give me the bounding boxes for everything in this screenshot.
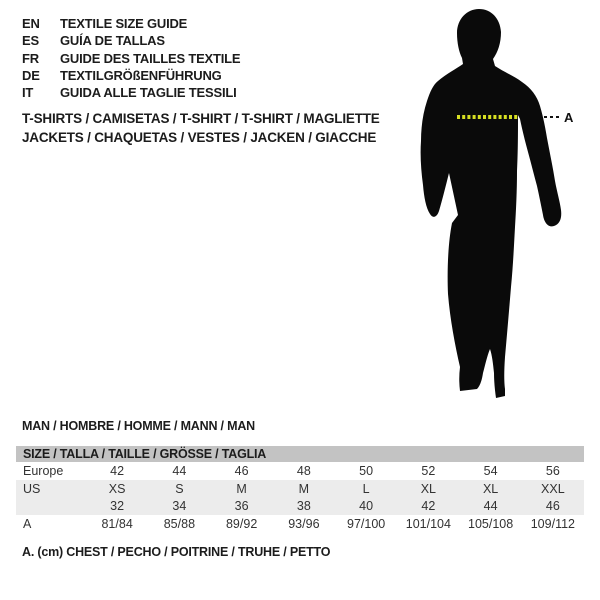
table-cell: XL	[420, 481, 437, 496]
table-cell: 46	[545, 499, 560, 514]
row-label: US	[23, 481, 41, 496]
table-cell: 32	[110, 499, 125, 514]
table-cell: 48	[296, 463, 311, 478]
category-list	[22, 110, 380, 147]
table-cell: S	[175, 481, 184, 496]
language-code: EN	[22, 16, 40, 32]
language-row	[22, 50, 240, 67]
table-cell: 101/104	[405, 516, 451, 531]
table-cell: XS	[108, 481, 126, 496]
table-cell: 36	[234, 499, 249, 514]
table-cell: 93/96	[288, 516, 320, 531]
table-cell: XXL	[541, 481, 565, 496]
language-row	[22, 15, 240, 32]
table-cell: 85/88	[163, 516, 196, 531]
table-cell: 44	[483, 499, 498, 514]
table-cell: 40	[359, 499, 374, 514]
table-cell: 54	[483, 463, 498, 478]
language-code: DE	[22, 68, 40, 84]
language-code: IT	[22, 85, 34, 101]
language-label: TEXTILGRÖßENFÜHRUNG	[60, 68, 222, 84]
table-row	[16, 462, 584, 480]
table-row	[16, 480, 584, 498]
table-cell: 42	[421, 499, 436, 514]
man-figure	[410, 5, 578, 405]
table-cell: 81/84	[101, 516, 133, 531]
row-label: A	[23, 516, 32, 531]
table-cell: 89/92	[225, 516, 258, 531]
language-label: GUIDE DES TAILLES TEXTILE	[60, 50, 241, 66]
table-cell: M	[298, 481, 310, 496]
table-row	[16, 497, 584, 515]
language-label: GUÍA DE TALLAS	[60, 33, 165, 49]
table-cell: 50	[359, 463, 374, 478]
table-cell: 97/100	[347, 516, 386, 531]
table-cell: 34	[172, 499, 187, 514]
table-cell: 52	[421, 463, 436, 478]
table-cell: 46	[234, 463, 249, 478]
table-cell: 44	[172, 463, 187, 478]
table-cell: M	[236, 481, 247, 496]
table-cell: 38	[296, 499, 311, 514]
table-cell: 56	[545, 463, 560, 478]
size-table-body	[16, 462, 584, 533]
category-line-jackets: JACKETS / CHAQUETAS / VESTES / JACKEN / GIACCHE	[22, 129, 377, 145]
language-code: FR	[22, 50, 39, 66]
measurement-footnote: A. (cm) CHEST / PECHO / POITRINE / TRUHE / PETTO	[22, 545, 331, 559]
man-silhouette	[421, 9, 562, 398]
category-line-tshirts: T-SHIRTS / CAMISETAS / T-SHIRT / T-SHIRT / MAGLIETTE	[22, 111, 380, 126]
size-table	[16, 446, 584, 533]
table-cell: 42	[110, 463, 125, 478]
row-label: Europe	[23, 463, 64, 478]
table-row	[16, 515, 584, 533]
language-code: ES	[22, 33, 39, 49]
table-cell: XL	[482, 481, 499, 496]
language-row	[22, 67, 240, 84]
measure-label-a: A	[564, 110, 574, 125]
table-cell: 109/112	[530, 516, 575, 531]
language-list	[22, 15, 240, 101]
table-cell: 105/108	[468, 516, 514, 531]
language-label: TEXTILE SIZE GUIDE	[60, 16, 188, 32]
language-row	[22, 84, 240, 101]
size-table-header: SIZE / TALLA / TAILLE / GRÖSSE / TAGLIA	[16, 446, 584, 462]
gender-title: MAN / HOMBRE / HOMME / MANN / MAN	[22, 419, 255, 433]
language-label: GUIDA ALLE TAGLIE TESSILI	[60, 85, 237, 101]
language-row	[22, 32, 240, 49]
table-cell: L	[362, 481, 370, 496]
